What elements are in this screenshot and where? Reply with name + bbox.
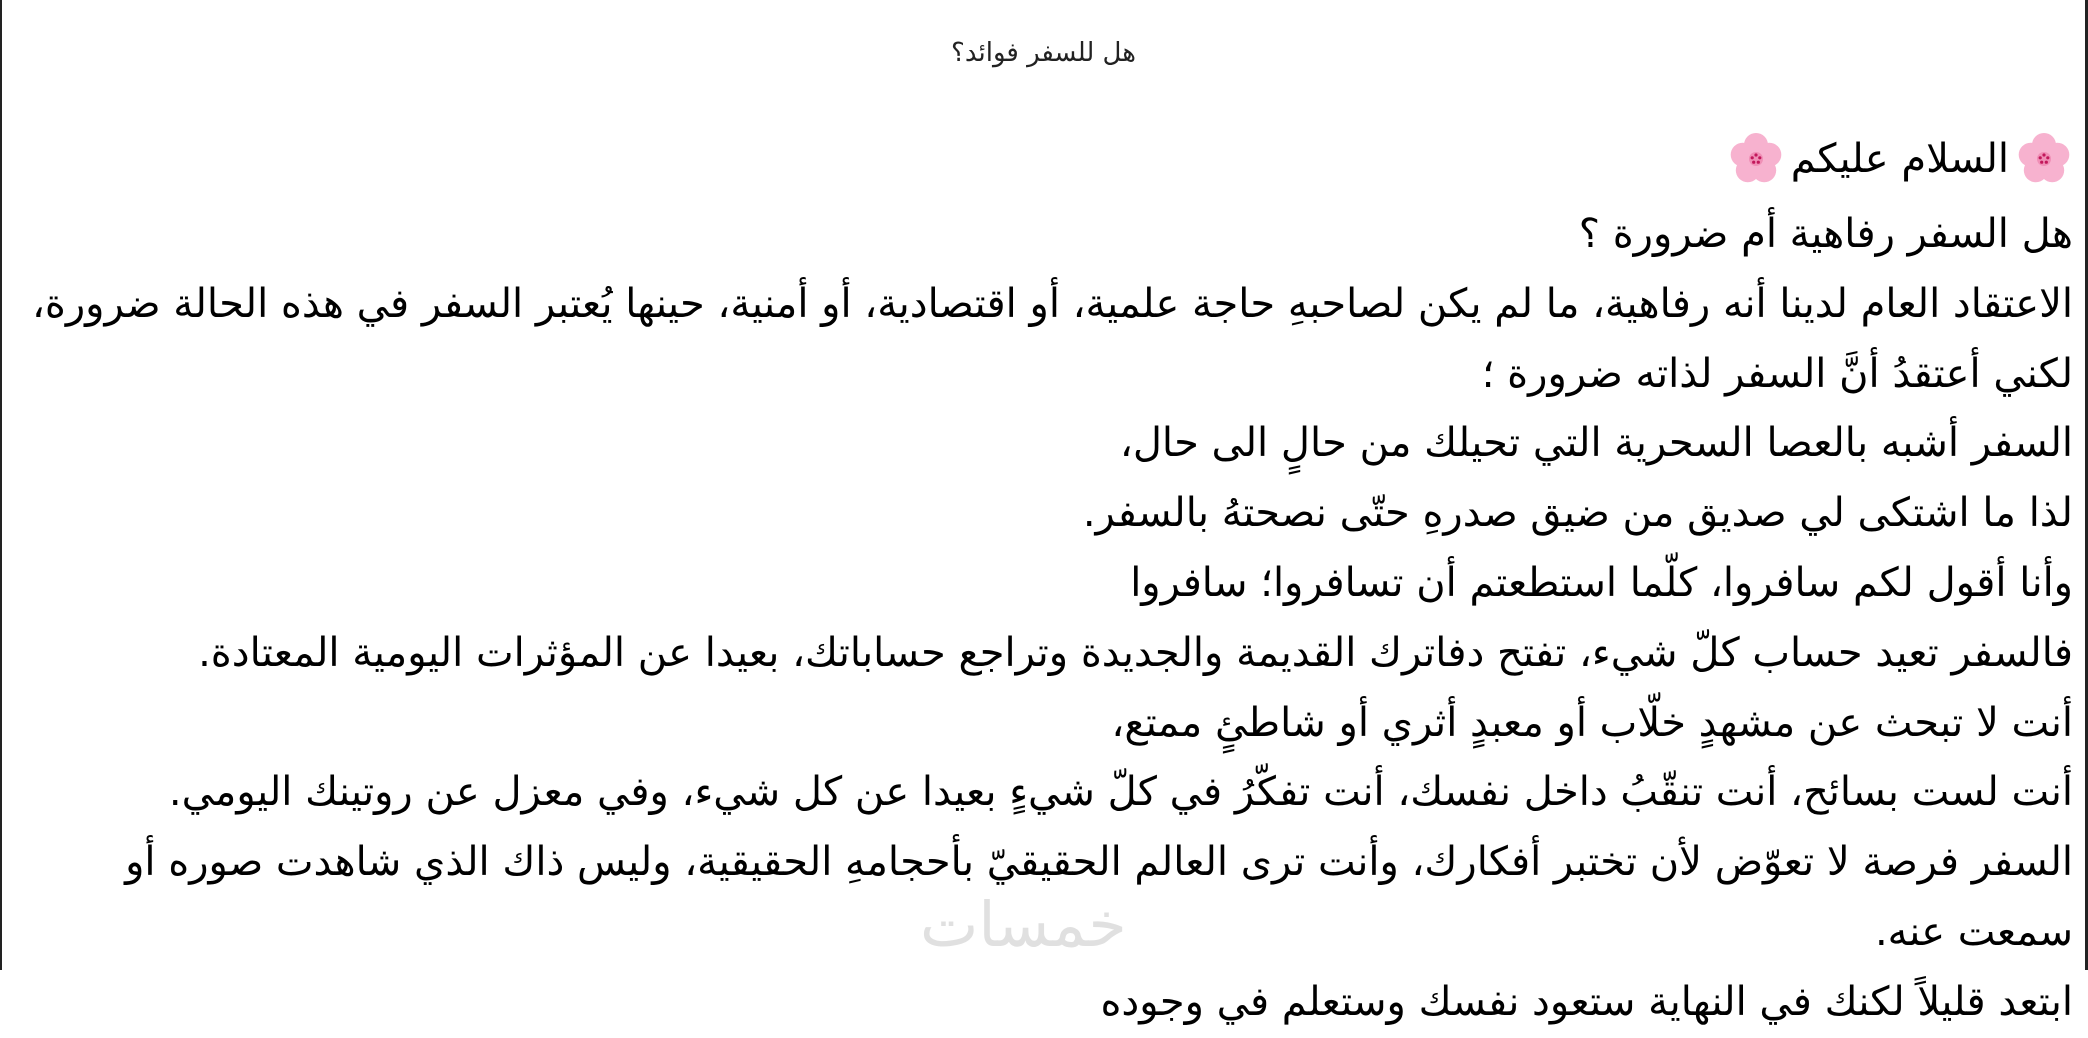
greeting-line [1727, 130, 2073, 188]
body-line: هل السفر رفاهية أم ضرورة ؟ [1578, 211, 2073, 257]
cherry-blossom-icon [2015, 130, 2073, 188]
greeting-text: السلام عليكم [1790, 136, 2009, 182]
body-line: وأنا أقول لكم سافروا، كلّما استطعتم أن تسافروا؛ سافروا [1130, 559, 2073, 606]
document-title: هل للسفر فوائد؟ [951, 38, 1136, 68]
body-line: أنت لا تبحث عن مشهدٍ خلّاب أو معبدٍ أثري أو شاطئٍ ممتع، [1111, 699, 2073, 746]
body-line: السفر أشبه بالعصا السحرية التي تحيلك من حالٍ الى حال، [1119, 420, 2073, 467]
body-line: لذا ما اشتكى لي صديق من ضيق صدرهِ حتّى نصحتهُ بالسفر. [1082, 490, 2073, 537]
body-line: ابتعد قليلاً لكنك في النهاية ستعود نفسك وستعلم في وجوده [1100, 978, 2073, 1025]
body-line: فالسفر تعيد حساب كلّ شيء، تفتح دفاترك القديمة والجديدة وتراجع حساباتك، بعيدا عن المؤثرات اليومية المعتادة. [198, 629, 2073, 676]
body-line: أنت لست بسائح، أنت تنقّبُ داخل نفسك، أنت تفكّرُ في كلّ شيءٍ بعيدا عن كل شيء، وفي معزل عن روتينك اليومي. [168, 769, 2073, 816]
watermark-logo: خمسات [920, 888, 1127, 961]
body-line: لكني أعتقدُ أنَّ السفر لذاته ضرورة ؛ [1481, 350, 2073, 397]
cherry-blossom-icon [1727, 130, 1785, 188]
body-line: السفر فرصة لا تعوّض لأن تختبر أفكارك، وأنت ترى العالم الحقيقيّ بأحجامهِ الحقيقية، وليس ذاك الذي شاهدت صوره أو سمعت عنه. [125, 839, 2073, 955]
body-line: الاعتقاد العام لدينا أنه رفاهية، ما لم يكن لصاحبهِ حاجة علمية، أو اقتصادية، أو أمنية، حينها يُعتبر السفر في هذه الحالة ضرورة، [32, 280, 2073, 327]
